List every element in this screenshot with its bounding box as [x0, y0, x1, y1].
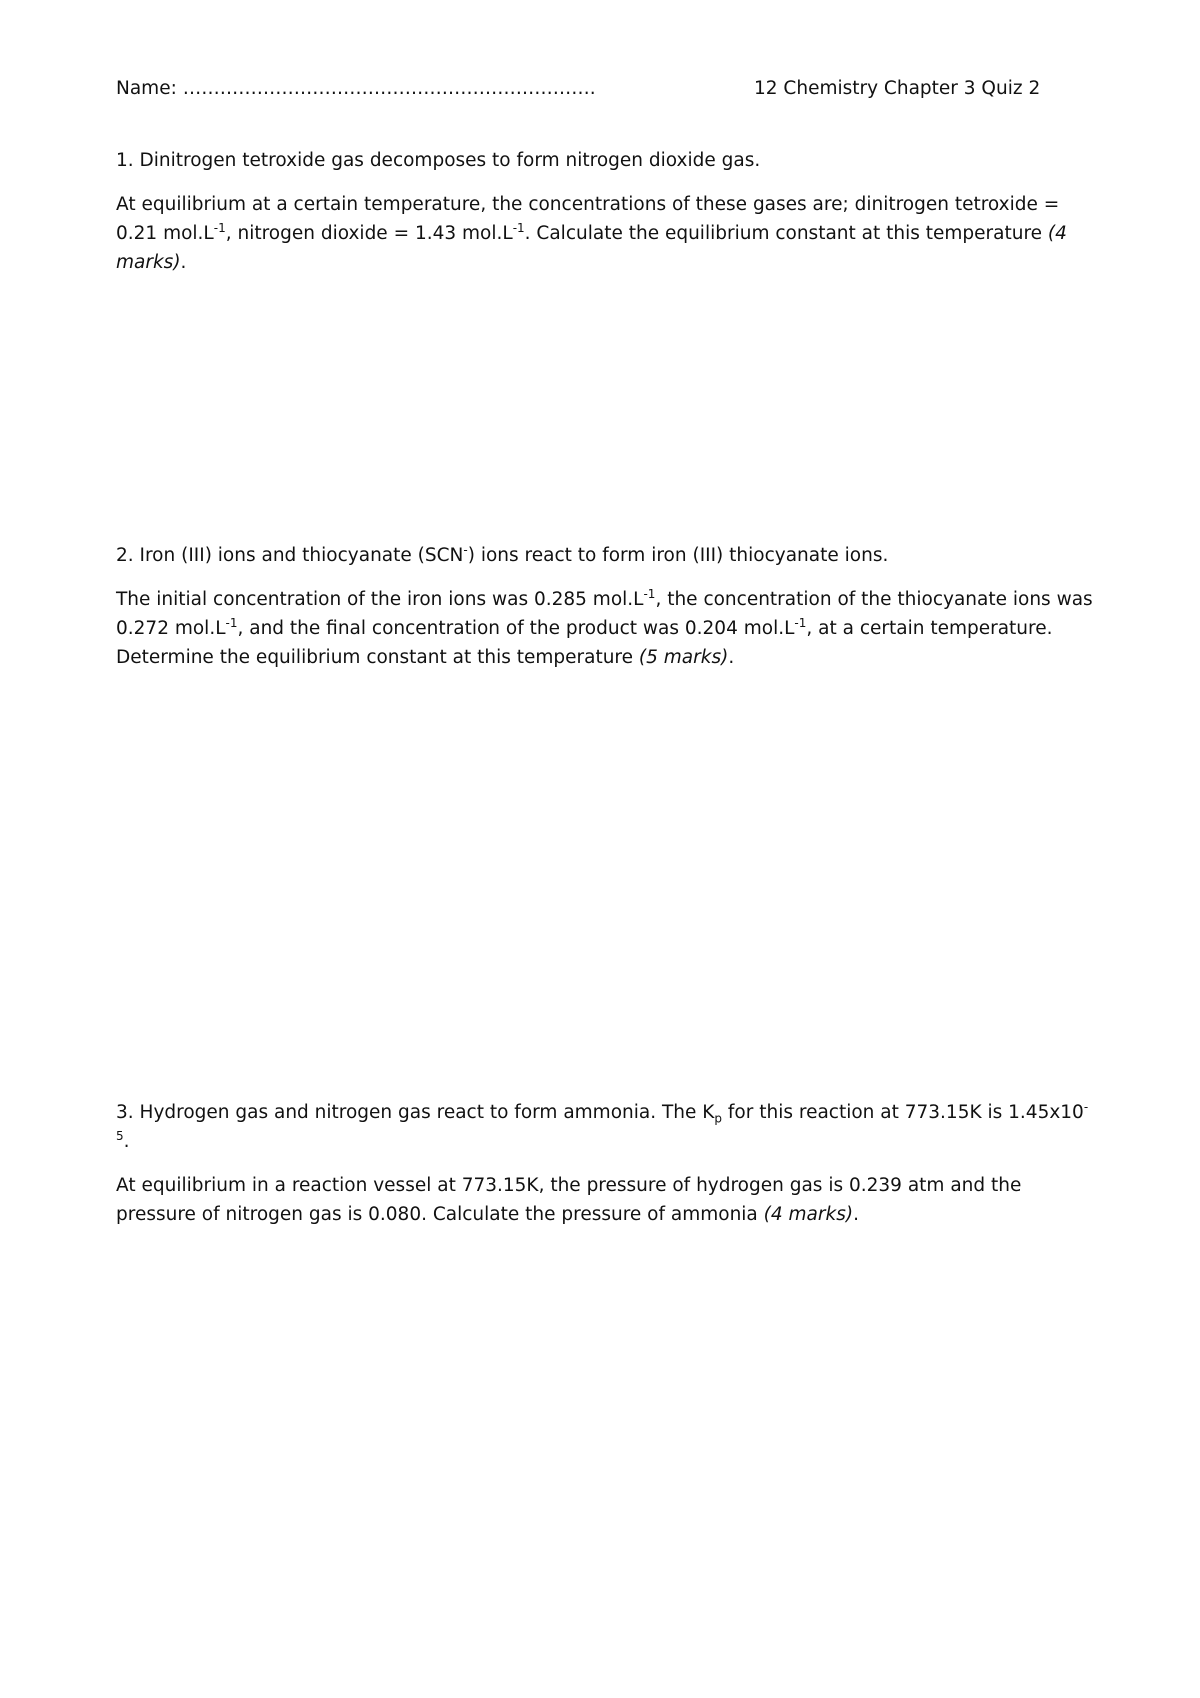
q1-superscript-2: -1	[512, 220, 525, 235]
q1-text-2: , nitrogen dioxide = 1.43 mol.L	[225, 223, 513, 244]
q2-text-5: .	[728, 647, 735, 668]
q3-stem-text-c: .	[123, 1131, 130, 1152]
q2-stem-text-a: 2. Iron (III) ions and thiocyanate (SCN	[116, 545, 464, 566]
q1-text-1: At equilibrium at a certain temperature, the concentrations of these gases are; dinitrogen tetroxide = 0.21 mol.L	[116, 194, 1060, 244]
q3-text-2: .	[853, 1204, 859, 1225]
question-1	[116, 146, 1096, 277]
q3-text-1: At equilibrium in a reaction vessel at 773.15K, the pressure of hydrogen gas is 0.239 atm and the pressure of nitrogen gas is 0.080. Calculate the pressure of ammonia	[116, 1175, 1022, 1225]
quiz-title: 12 Chemistry Chapter 3 Quiz 2	[754, 78, 1041, 99]
q1-superscript-1: -1	[213, 220, 226, 235]
q2-stem-superscript: -	[463, 542, 468, 557]
question-3	[116, 1098, 1096, 1229]
q2-text-3: , and the final concentration of the product was 0.204 mol.L	[237, 618, 795, 639]
name-field-label: Name: ………………………………………………………….	[116, 78, 596, 99]
q2-superscript-1: -1	[643, 586, 656, 601]
q3-stem-text-a: 3. Hydrogen gas and nitrogen gas react to form ammonia. The K	[116, 1102, 715, 1123]
q1-marks: (4 marks)	[116, 223, 1067, 273]
q2-text-1: The initial concentration of the iron ions was 0.285 mol.L	[116, 589, 644, 610]
q2-text-2: , the concentration of the thiocyanate ions was 0.272 mol.L	[116, 589, 1093, 639]
question-2-stem	[116, 541, 1096, 570]
q2-superscript-3: -1	[794, 615, 807, 630]
q2-superscript-2: -1	[225, 615, 238, 630]
q3-stem-text-b: for this reaction at 773.15K is 1.45x10	[722, 1102, 1084, 1123]
q3-stem-superscript: -5	[116, 1099, 1089, 1143]
question-3-body	[116, 1171, 1096, 1229]
q2-stem-text-b: ) ions react to form iron (III) thiocyanate ions.	[467, 545, 889, 566]
q2-text-4: , at a certain temperature. Determine the equilibrium constant at this temperature	[116, 618, 1053, 668]
question-1-body	[116, 190, 1096, 277]
question-2	[116, 541, 1096, 672]
q3-marks: (4 marks)	[763, 1204, 854, 1225]
question-1-stem: 1. Dinitrogen tetroxide gas decomposes to form nitrogen dioxide gas.	[116, 150, 761, 171]
question-3-stem	[116, 1098, 1096, 1156]
q3-stem-subscript: p	[714, 1111, 723, 1126]
question-2-body	[116, 585, 1096, 672]
q2-marks: (5 marks)	[638, 647, 729, 668]
q1-text-3: . Calculate the equilibrium constant at this temperature	[524, 223, 1048, 244]
q1-text-4: .	[180, 252, 187, 273]
